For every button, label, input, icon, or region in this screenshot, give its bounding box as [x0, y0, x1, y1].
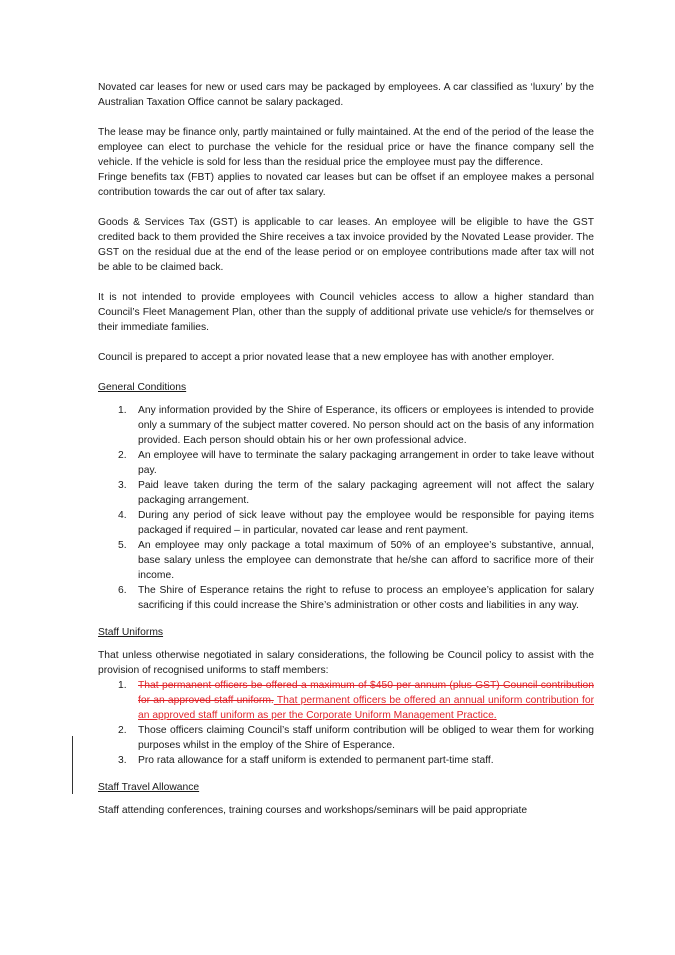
- list-item: [98, 508, 594, 538]
- staff-travel-heading: Staff Travel Allowance: [98, 782, 200, 793]
- list-item-text: An employee will have to terminate the salary packaging arrangement in order to take leave without pay.: [138, 450, 594, 476]
- staff-uniforms-intro: That unless otherwise negotiated in salary considerations, the following be Council policy to assist with the provision of recognised uniforms to staff members:: [98, 650, 594, 676]
- fbt-paragraph: Fringe benefits tax (FBT) applies to novated car leases but can be offset if an employee makes a personal contribution towards the car out of after tax salary.: [98, 172, 594, 198]
- list-item: [98, 448, 594, 478]
- list-number: 3.: [118, 480, 127, 491]
- list-number: 4.: [118, 510, 127, 521]
- list-number: 2.: [118, 725, 127, 736]
- list-item-text: An employee may only package a total maximum of 50% of an employee’s substantive, annual, base salary unless the employee can demonstrate that he/she can afford to sacrifice more of their income.: [138, 540, 594, 581]
- list-item-text: Those officers claiming Council’s staff uniform contribution will be obliged to wear them for working purposes whilst in the employ of the Shire of Esperance.: [138, 725, 594, 751]
- list-number: 2.: [118, 450, 127, 461]
- list-item: [98, 678, 594, 723]
- lease-finance-paragraph: The lease may be finance only, partly maintained or fully maintained. At the end of the period of the lease the employee can elect to purchase the vehicle for the residual price or have the finance company sell the vehicle. If the vehicle is sold for less than the residual price the employee must pay the difference.: [98, 127, 594, 168]
- list-number: 1.: [118, 405, 127, 416]
- gst-paragraph: Goods & Services Tax (GST) is applicable to car leases. An employee will be eligible to have the GST credited back to them provided the Shire receives a tax invoice provided by the Novated Lease provider. The GST on the residual due at the end of the lease period or on employee contributions made after tax will not be able to be claimed back.: [98, 217, 594, 273]
- general-conditions-list: [98, 403, 594, 613]
- revision-change-bar: [72, 736, 73, 794]
- deleted-text: That permanent officers be offered a maximum of $450 per annum (plus GST) Council contribution for an approved staff uniform.: [138, 680, 594, 706]
- list-item: [98, 723, 594, 753]
- list-number: 3.: [118, 755, 127, 766]
- prior-lease-paragraph: Council is prepared to accept a prior novated lease that a new employee has with another employer.: [98, 352, 555, 363]
- list-number: 1.: [118, 680, 127, 691]
- list-item-text: The Shire of Esperance retains the right to refuse to process an employee’s application for salary sacrificing if this could increase the Shire’s administration or other costs and liabilities in any way.: [138, 585, 594, 611]
- list-item-text: Any information provided by the Shire of Esperance, its officers or employees is intended to provide only a summary of the subject matter covered. No person should act on the basis of any information provided. Each person should obtain his or her own professional advice.: [138, 405, 594, 446]
- list-item-text: Pro rata allowance for a staff uniform is extended to permanent part-time staff.: [138, 755, 494, 766]
- staff-uniforms-heading: Staff Uniforms: [98, 627, 164, 638]
- novated-lease-paragraph: Novated car leases for new or used cars may be packaged by employees. A car classified as ‘luxury’ by the Australian Taxation Office cannot be salary packaged.: [98, 82, 594, 108]
- staff-travel-paragraph: Staff attending conferences, training courses and workshops/seminars will be paid appropriate: [98, 805, 528, 816]
- list-number: 5.: [118, 540, 127, 551]
- staff-uniforms-list: [98, 678, 594, 768]
- list-item: [98, 583, 594, 613]
- council-vehicles-paragraph: It is not intended to provide employees with Council vehicles access to allow a higher standard than Council’s Fleet Management Plan, other than the supply of additional private use vehicle/s for themselves or their immediate families.: [98, 292, 594, 333]
- general-conditions-heading: General Conditions: [98, 382, 187, 393]
- list-item-text: During any period of sick leave without pay the employee would be responsible for paying items packaged if required – in particular, novated car lease and rent payment.: [138, 510, 594, 536]
- list-item-text: Paid leave taken during the term of the salary packaging agreement will not affect the salary packaging arrangement.: [138, 480, 594, 506]
- list-item: [98, 403, 594, 448]
- list-number: 6.: [118, 585, 127, 596]
- list-item: [98, 478, 594, 508]
- list-item: [98, 753, 594, 768]
- list-item: [98, 538, 594, 583]
- document-body: [98, 80, 594, 818]
- inserted-text: That permanent officers be offered an annual uniform contribution for an approved staff uniform as per the Corporate Uniform Management Practice.: [138, 695, 594, 721]
